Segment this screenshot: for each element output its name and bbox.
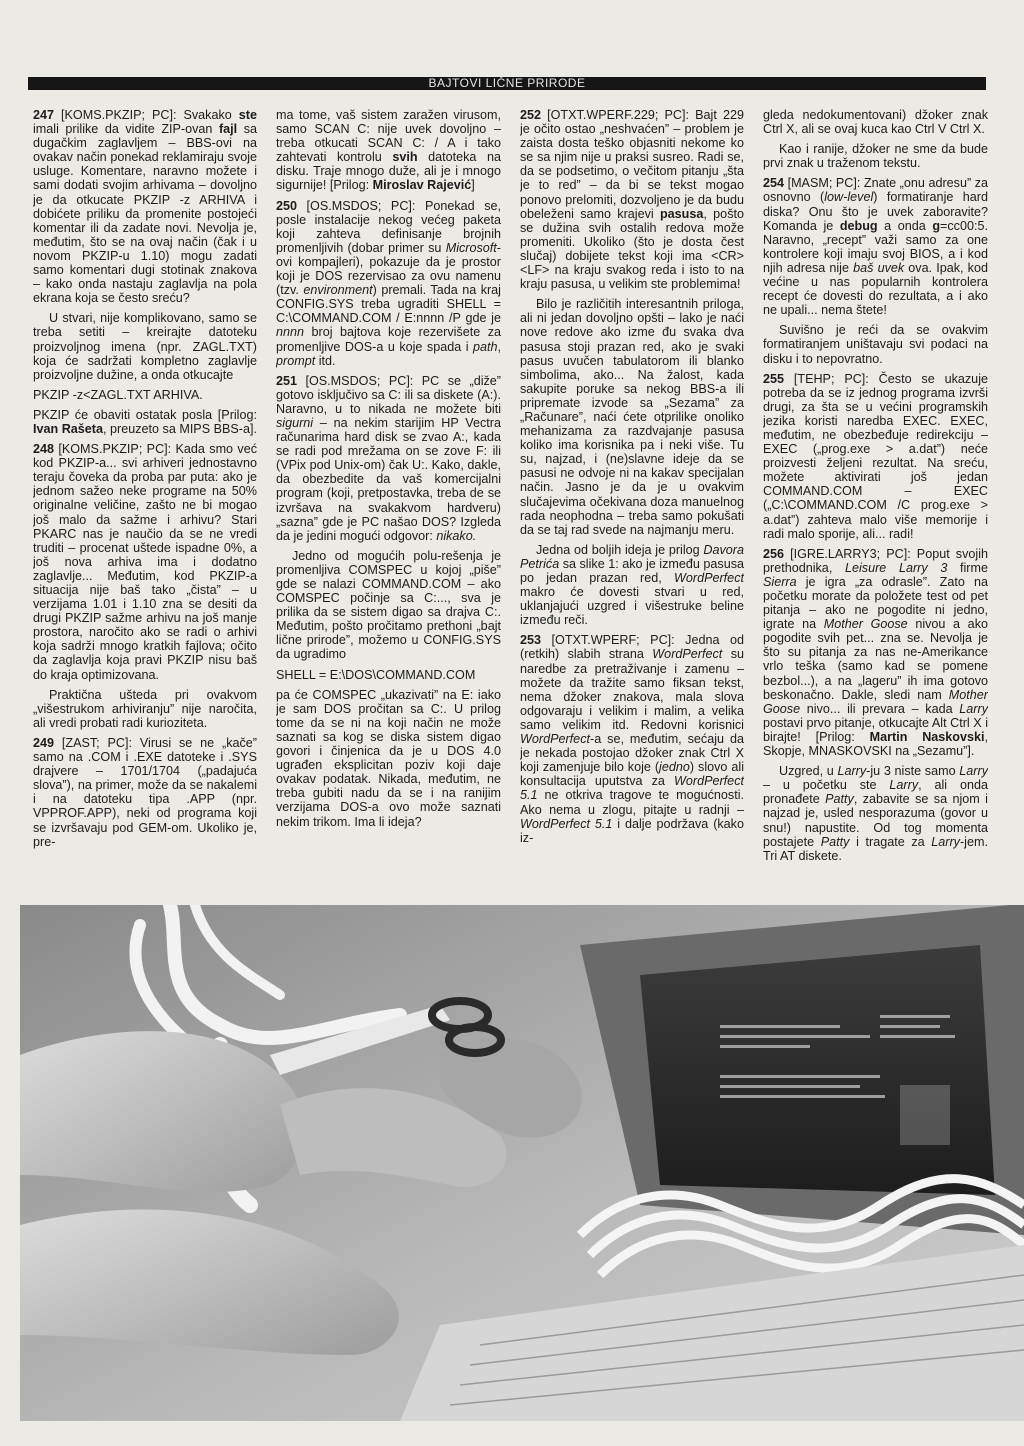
article-photo bbox=[20, 905, 1024, 1421]
paragraph: Jedno od mogućih polu-rešenja je promenljiva COMSPEC u kojoj „piše” gde se nalazi COMMAND.COM – ako COMSPEC počinje sa C:..., sva je prilika da se sistem digao sa drajva C:. Međutim, pošto pročitamo prethoni „bajt lične prirode”, možemo u CONFIG.SYS da ugradimo bbox=[276, 548, 501, 662]
paragraph: 251 [OS.MSDOS; PC]: PC se „diže” gotovo isključivo sa C: ili sa diskete (A:). Naravno, u to nikada ne možete biti sigurni – na nekim starijim HP Vectra računarima hard disk se zvao A:, kada se radi pod mrežama on se zove F: ili (VPix pod Unix-om) čak U:. Kako, dakle, da obezbedite da vaš komercijalni program (koji, pretpostavka, treba de se izvršava na svakakvom hardveru) „sazna” gde je PC našao DOS? Izgleda da je jedini mogući odgovor: nikako. bbox=[276, 373, 501, 543]
paragraph: Praktična ušteda pri ovakvom „višestrukom arhiviranju” nije naročita, ali vredi probati radi kurioziteta. bbox=[33, 687, 257, 730]
paragraph: Kao i ranije, džoker ne sme da bude prvi znak u traženom tekstu. bbox=[763, 142, 988, 171]
paragraph: PKZIP -z<ZAGL.TXT ARHIVA. bbox=[33, 387, 203, 402]
paragraph: U stvari, nije komplikovano, samo se treba setiti – kreirajte datoteku proizvoljnog imena (npr. ZAGL.TXT) koja će sadržati kompletno zaglavlje proizvoljne dužine, a onda otkucajte bbox=[33, 311, 257, 382]
paragraph: 254 [MASM; PC]: Znate „onu adresu” za osnovno (low-level) formatiranje hard diska? Onu što je uvek zaboravite? Komanda je debug a onda g=cc00:5. Naravno, „recept” važi samo za one kontrolere koji imaju svoj BIOS, a i kod njih adresa nije baš uvek ova. Ipak, kod većine u nas popularnih kontrolera recept će dovesti do rezultata, a i ako ne upali... nema štete! bbox=[763, 176, 988, 318]
section-title: BAJTOVI LIČNE PRIRODE bbox=[423, 77, 592, 90]
paragraph: Uzgred, u Larry-ju 3 niste samo Larry – u početku ste Larry, ali onda pronađete Patty, zabavite se sa njom i najzad je, usled nesporazuma (govor u snu!) napustite. Od tog momenta postajete Patty i tragate za Larry-jem. Tri AT diskete. bbox=[763, 764, 988, 863]
monitor-shape bbox=[580, 905, 1024, 1235]
article-columns bbox=[33, 108, 988, 898]
paragraph: 256 [IGRE.LARRY3; PC]: Poput svojih prethodnika, Leisure Larry 3 firme Sierra je igra „za odrasle”. Zato na početku morate da položete test od pet pitanja – ako ne pogodite ni jedno, igrate na Mother Goose nivou a ako pogodite svih pet... zna se. Nevolja je što su pitanja za nas ne-Amerikance vrlo teška (samo kad se pomene bezbol...), a na „lageru” ih ima gotovo beskonačno. Dakle, sledi nam Mother Goose nivo... ili prevara – kada Larry postavi prvo pitanje, otkucajte Alt Ctrl X i birajte! [Prilog: Martin Naskovski, Skopje, MNASKOVSKI na „Sezamu”]. bbox=[763, 546, 988, 759]
paragraph: 252 [OTXT.WPERF.229; PC]: Bajt 229 je očito ostao „neshvaćen” – problem je zaista dosta teško objasniti nekome ko se sa njim nije u praksi susreo. Radi se, da se podsetimo, o večitom pitanju „šta je to red” – da bi se tekst mogao ponovo prelomiti, dozvoljeno je da budu obeleženi samo krajevi pasusa, pošto se dužina svih ostalih redova može promeniti. Ukoliko (što je dosta čest slučaj) dobijete tekst koji ima <CR> <LF> na kraju svakog reda i isto to na kraju pasusa, u velikim ste problemima! bbox=[520, 108, 744, 292]
paragraph: Jedna od boljih ideja je prilog Davora Petrića sa slike 1: ako je između pasusa po jedan prazan red, WordPerfect makro će dovesti stvari u red, uklanjajući uzgred i višestruke beline između reči. bbox=[520, 542, 744, 628]
paragraph: PKZIP će obaviti ostatak posla [Prilog: Ivan Rašeta, preuzeto sa MIPS BBS-a]. bbox=[33, 407, 257, 436]
paragraph: 255 [TEHP; PC]: Često se ukazuje potreba da se iz jednog programa izvrši drugi, za šta se u većini programskih jezika koristi naredba EXEC. EXEC, međutim, ne obezbeđuje redirekciju – EXEC („prog.exe > a.dat”) neće proizvesti željeni rezultat. Na sreću, možete aktivirati još jedan COMMAND.COM – EXEC („C:\COMMAND.COM /C prog.exe > a.dat”) zahteva malo više memorije i radi malo sporije, ali... radi! bbox=[763, 371, 988, 541]
text-column-3 bbox=[520, 108, 744, 898]
paragraph: 247 [KOMS.PKZIP; PC]: Svakako ste imali prilike da vidite ZIP-ovan fajl sa dugačkim zaglavljem – BBS-ovi na ovakav način ponekad reklamiraju svoje usluge. Komentare, naravno možete i sami dodati svojim arhivama – dovoljno je da otkucate PKZIP -z ARHIVA i dobićete priliku da promenite postojeći komentar ili da zadate novi. Nevolja je, međutim, što se na ovaj način (čak i u novom PKZIP-u 1.10) mogu zadati samo komentari dugi stotinak znakova – kako onda nastaju zaglavlja na pola ekrana koja se često sreću? bbox=[33, 108, 257, 306]
paragraph: gleda nedokumentovani) džoker znak Ctrl X, ali se ovaj kuca kao Ctrl V Ctrl X. bbox=[763, 108, 988, 137]
paragraph: pa će COMSPEC „ukazivati” na E: iako je sam DOS pročitan sa C:. U prilog tome da se ni na koji način ne može saznati sa kog se diska sistem digao govori i činjenica da je u DOS 4.0 ugrađen eksplicitan poziv koji daje ovakav podatak. Nikada, međutim, ne treba gubiti nadu da se i na ranijim verzijama DOS-a ovo može saznati nekim trikom. Ima li ideja? bbox=[276, 687, 501, 829]
paragraph: Bilo je različitih interesantnih priloga, ali ni jedan dovoljno opšti – lako je naći nove redove ako izme đu svaka dva pasusa stoji prazan red, ako je svaki pasus uvučen tabulatorom ili blanko simbolima, ako... Na žalost, kada sakupite poruke sa nekog BBS-a ili pripremate izvode sa „Sezama” za „Računare”, naći ćete otprilike onoliko mehanizama za razdvajanje pasusa koliko ima korisnika pa i neki više. Tu su, najzad, i (ne)slavne ideje da se pasusi ne odvoje ni na kakav specijalan način. Jasno je da je u ovakvim slučajevima očekivana doza manuelnog rada neophodna – treba samo pokušati da se taj rad svede na najmanju meru. bbox=[520, 297, 744, 537]
paragraph: 248 [KOMS.PKZIP; PC]: Kada smo već kod PKZIP-a... svi arhiveri jednostavno teraju čoveka da proba par puta: ako je jednom sažeo neke programe na 50% originalne veličine, zašto ne bi mogao još malo da sažme i arhivu? Stari PKARC nas je naučio da se ne vredi truditi – procenat uštede ispadne 0%, a još nova arhiva ima i dodatno zaglavlje... Međutim, kod PKZIP-a situacija nije baš tako „čista” – u verzijama 1.01 i 1.10 zna se desiti da drugi PKZIP sažme arhivu na još manje prostora, naročito ako se radi o arhivi koja sadrži mnogo kratkih fajlova; očito da zaglavlja koja pravi PKZIP nisu baš do kraja optimizovana. bbox=[33, 442, 257, 682]
paragraph: Suvišno je reći da se ovakvim formatiranjem uništavaju svi podaci na disku i to nepovratno. bbox=[763, 323, 988, 366]
section-header-bar bbox=[28, 77, 986, 90]
paragraph: 253 [OTXT.WPERF; PC]: Jedna od (retkih) slabih strana WordPerfect su naredbe za pretraživanje i zamenu – možete da tražite samo fiksan tekst, nema džoker znakova, mala slova odgovaraju i velikim i malim, a velika samo velikim itd. Redovni korisnici WordPerfect-a se, međutim, sećaju da je nekada postojao džoker znak Ctrl X koji zamenjuje bilo koje (jedno) slovo ali konsultacija uputstva za WordPerfect 5.1 ne otkriva tragove te mogućnosti. Ako nema u zlogu, pitajte u radnji – WordPerfect 5.1 i dalje podržava (kako iz- bbox=[520, 633, 744, 845]
paragraph: 249 [ZAST; PC]: Virusi se ne „kače” samo na .COM i .EXE datoteke i .SYS drajvere – 1701/1704 („padajuća slova”), na primer, može da se nakalemi i na datoteku tipa .APP (npr. VPPROF.APP), neki od programa koji se izvršavaju pod GEM-om. Ukoliko je, pre- bbox=[33, 735, 257, 849]
paragraph: SHELL = E:\DOS\COMMAND.COM bbox=[276, 667, 476, 682]
paragraph: 250 [OS.MSDOS; PC]: Ponekad se, posle instalacije nekog većeg paketa koji zahteva definisanje brojnih promenljivih (dobar primer su Microsoft-ovi kompajleri), pokazuje da je prostor koji je DOS rezervisao za ovu namenu (tzv. environment) premali. Tada na kraj CONFIG.SYS treba ugraditi SHELL = C:\COMMAND.COM / E:nnnn /P gde je nnnn broj bajtova koje rezervišete za promenljive DOS-a u koje spada i path, prompt itd. bbox=[276, 198, 501, 368]
photo-illustration bbox=[20, 905, 1024, 1421]
paragraph: ma tome, vaš sistem zaražen virusom, samo SCAN C: nije uvek dovoljno – treba otkucati SCAN C: / A i tako zahtevati kontrolu svih datoteka na disku. Traje mnogo duže, ali je i mnogo sigurnije! [Prilog: Miroslav Rajević] bbox=[276, 108, 501, 193]
text-column-1 bbox=[33, 108, 257, 898]
text-column-4 bbox=[763, 108, 988, 898]
text-column-2 bbox=[276, 108, 501, 898]
